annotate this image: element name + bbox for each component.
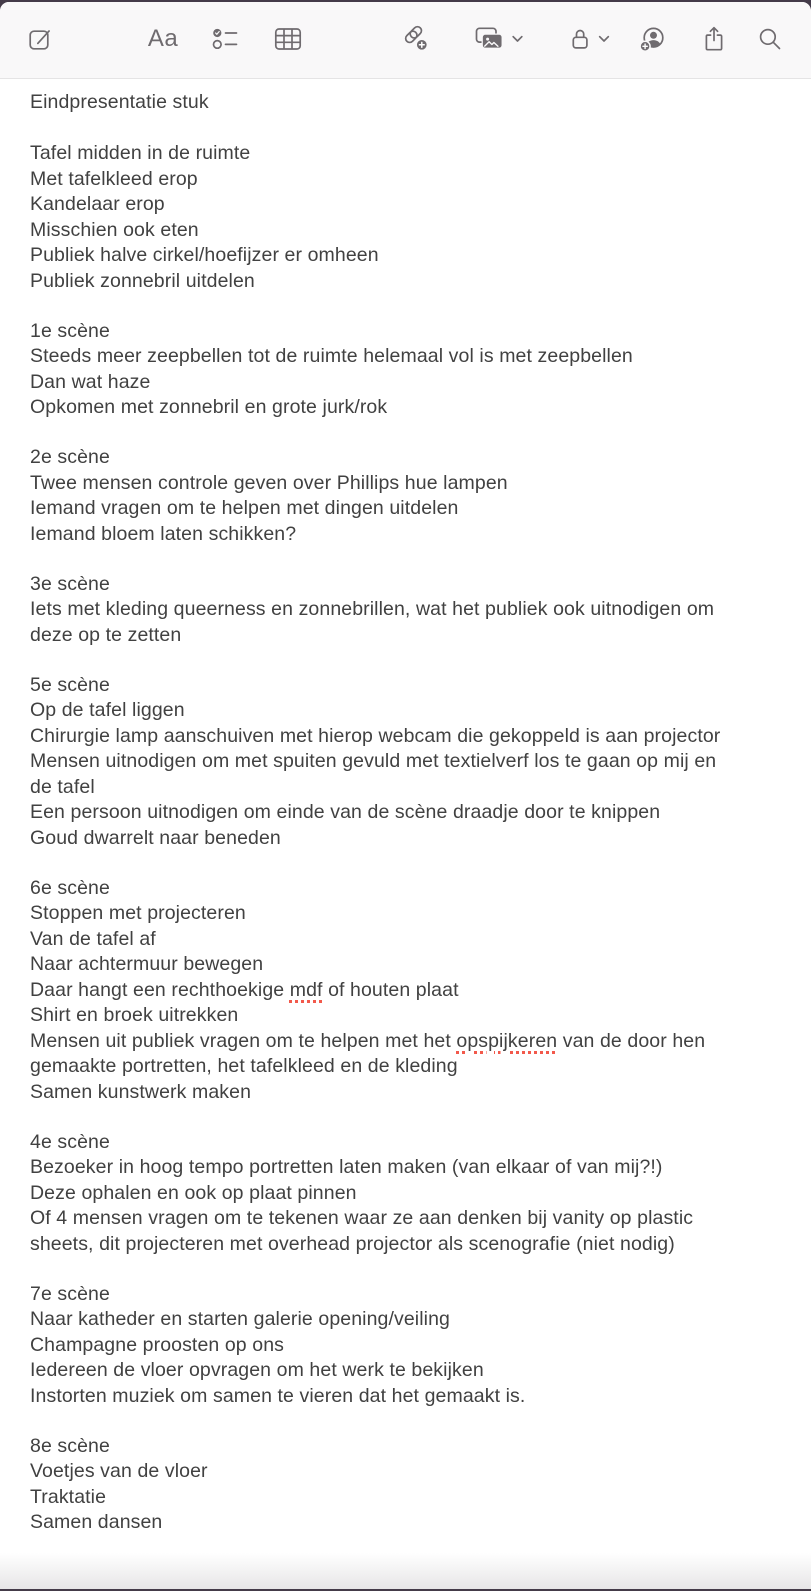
note-line: Mensen uitnodigen om met spuiten gevuld met textielverf los te gaan op mij en <box>30 750 717 772</box>
note-title: Eindpresentatie stuk <box>30 91 209 113</box>
note-line: Chirurgie lamp aanschuiven met hierop webcam die gekoppeld is aan projector <box>30 724 721 747</box>
share-button[interactable] <box>702 26 726 53</box>
note-line: Of 4 mensen vragen om te tekenen waar ze aan denken bij vanity op plastic <box>30 1207 694 1229</box>
note-line: Voetjes van de vloer <box>30 1460 208 1482</box>
text-segment: Daar hangt een rechthoekige <box>30 978 290 1001</box>
lock-button[interactable] <box>569 27 610 52</box>
note-section <box>30 445 789 547</box>
note-line: 7e scène <box>30 1282 110 1305</box>
note-line: Kandelaar erop <box>30 193 165 215</box>
note-line: Publiek zonnebril uitdelen <box>30 269 255 292</box>
format-text-label: Aa <box>147 25 179 52</box>
misspelled-word: opspijkeren <box>456 1029 558 1052</box>
table-button[interactable] <box>274 27 302 51</box>
note-section <box>30 572 789 649</box>
bottom-fade <box>0 1553 811 1589</box>
note-line: 3e scène <box>30 572 110 595</box>
note-line: deze op te zetten <box>30 623 182 646</box>
note-line: Iets met kleding queerness en zonnebrillen, wat het publiek ook uitnodigen om <box>30 598 715 620</box>
note-line: Publiek halve cirkel/hoefijzer er omheen <box>30 244 379 266</box>
table-icon <box>274 27 302 51</box>
note-line: Opkomen met zonnebril en grote jurk/rok <box>30 396 388 418</box>
lock-icon <box>569 27 592 52</box>
note-section <box>30 673 789 852</box>
checklist-icon <box>212 26 240 52</box>
note-section <box>30 1130 789 1258</box>
note-line: sheets, dit projecteren met overhead projector als scenografie (niet nodig) <box>30 1232 675 1255</box>
text-segment: of houten plaat <box>322 978 459 1001</box>
media-icon <box>475 27 505 52</box>
compose-button[interactable] <box>27 26 53 52</box>
note-line: Misschien ook eten <box>30 218 199 241</box>
format-text-button[interactable] <box>148 25 178 53</box>
add-link-button[interactable] <box>402 25 430 53</box>
note-line: Naar achtermuur bewegen <box>30 953 264 975</box>
note-section <box>30 319 789 421</box>
note-line: gemaakte portretten, het tafelkleed en de kleding <box>30 1055 458 1077</box>
note-body[interactable] <box>0 79 811 1536</box>
note-line <box>30 1029 789 1055</box>
chevron-down-icon <box>512 36 523 43</box>
note-line: Dan wat haze <box>30 370 151 393</box>
share-icon <box>702 26 726 53</box>
search-icon <box>758 27 783 52</box>
note-line: Iedereen de vloer opvragen om het werk te bekijken <box>30 1359 484 1381</box>
note-line: Van de tafel af <box>30 927 156 950</box>
note-line: Traktatie <box>30 1485 107 1508</box>
note-line: 4e scène <box>30 1130 110 1153</box>
note-line: Deze ophalen en ook op plaat pinnen <box>30 1181 357 1204</box>
note-line: de tafel <box>30 775 95 798</box>
note-line: 1e scène <box>30 319 110 342</box>
toolbar <box>0 2 811 79</box>
search-button[interactable] <box>758 27 783 52</box>
text-segment: van de door hen <box>557 1029 706 1052</box>
note-line: Iemand bloem laten schikken? <box>30 522 297 545</box>
note-section <box>30 1434 789 1536</box>
note-line: Stoppen met projecteren <box>30 902 246 924</box>
note-line: Bezoeker in hoog tempo portretten laten maken (van elkaar of van mij?!) <box>30 1156 663 1178</box>
add-people-icon <box>639 26 668 53</box>
note-line: Tafel midden in de ruimte <box>30 142 251 164</box>
note-section <box>30 1282 789 1410</box>
note-line: Goud dwarrelt naar beneden <box>30 826 281 849</box>
note-line: 8e scène <box>30 1434 110 1457</box>
note-section <box>30 141 789 294</box>
note-line: Samen dansen <box>30 1511 163 1533</box>
note-line: Champagne proosten op ons <box>30 1333 285 1356</box>
note-line: Op de tafel liggen <box>30 699 185 721</box>
note-line: Naar katheder en starten galerie opening/veiling <box>30 1308 450 1330</box>
checklist-button[interactable] <box>212 26 240 52</box>
note-line: Samen kunstwerk maken <box>30 1080 252 1103</box>
note-line: Shirt en broek uitrekken <box>30 1004 239 1026</box>
note-line: 2e scène <box>30 446 110 468</box>
note-section <box>30 876 789 1106</box>
note-line: Met tafelkleed erop <box>30 167 198 190</box>
note-line: 6e scène <box>30 876 110 899</box>
misspelled-word: mdf <box>289 978 323 1001</box>
note-line: Steeds meer zeepbellen tot de ruimte helemaal vol is met zeepbellen <box>30 345 633 367</box>
note-sections <box>30 141 789 1536</box>
note-line: Een persoon uitnodigen om einde van de scène draadje door te knippen <box>30 801 661 823</box>
media-button[interactable] <box>475 27 523 52</box>
note-line: Twee mensen controle geven over Phillips hue lampen <box>30 471 508 494</box>
note-line <box>30 978 789 1004</box>
note-line: Iemand vragen om te helpen met dingen uitdelen <box>30 497 459 519</box>
note-line: Instorten muziek om samen te vieren dat het gemaakt is. <box>30 1384 526 1407</box>
add-link-icon <box>402 25 430 53</box>
text-segment: Mensen uit publiek vragen om te helpen met het <box>30 1029 457 1052</box>
collaborate-button[interactable] <box>639 26 668 53</box>
note-line: 5e scène <box>30 673 110 696</box>
chevron-down-icon <box>599 36 610 43</box>
compose-icon <box>27 26 53 52</box>
notes-window <box>0 2 811 1589</box>
